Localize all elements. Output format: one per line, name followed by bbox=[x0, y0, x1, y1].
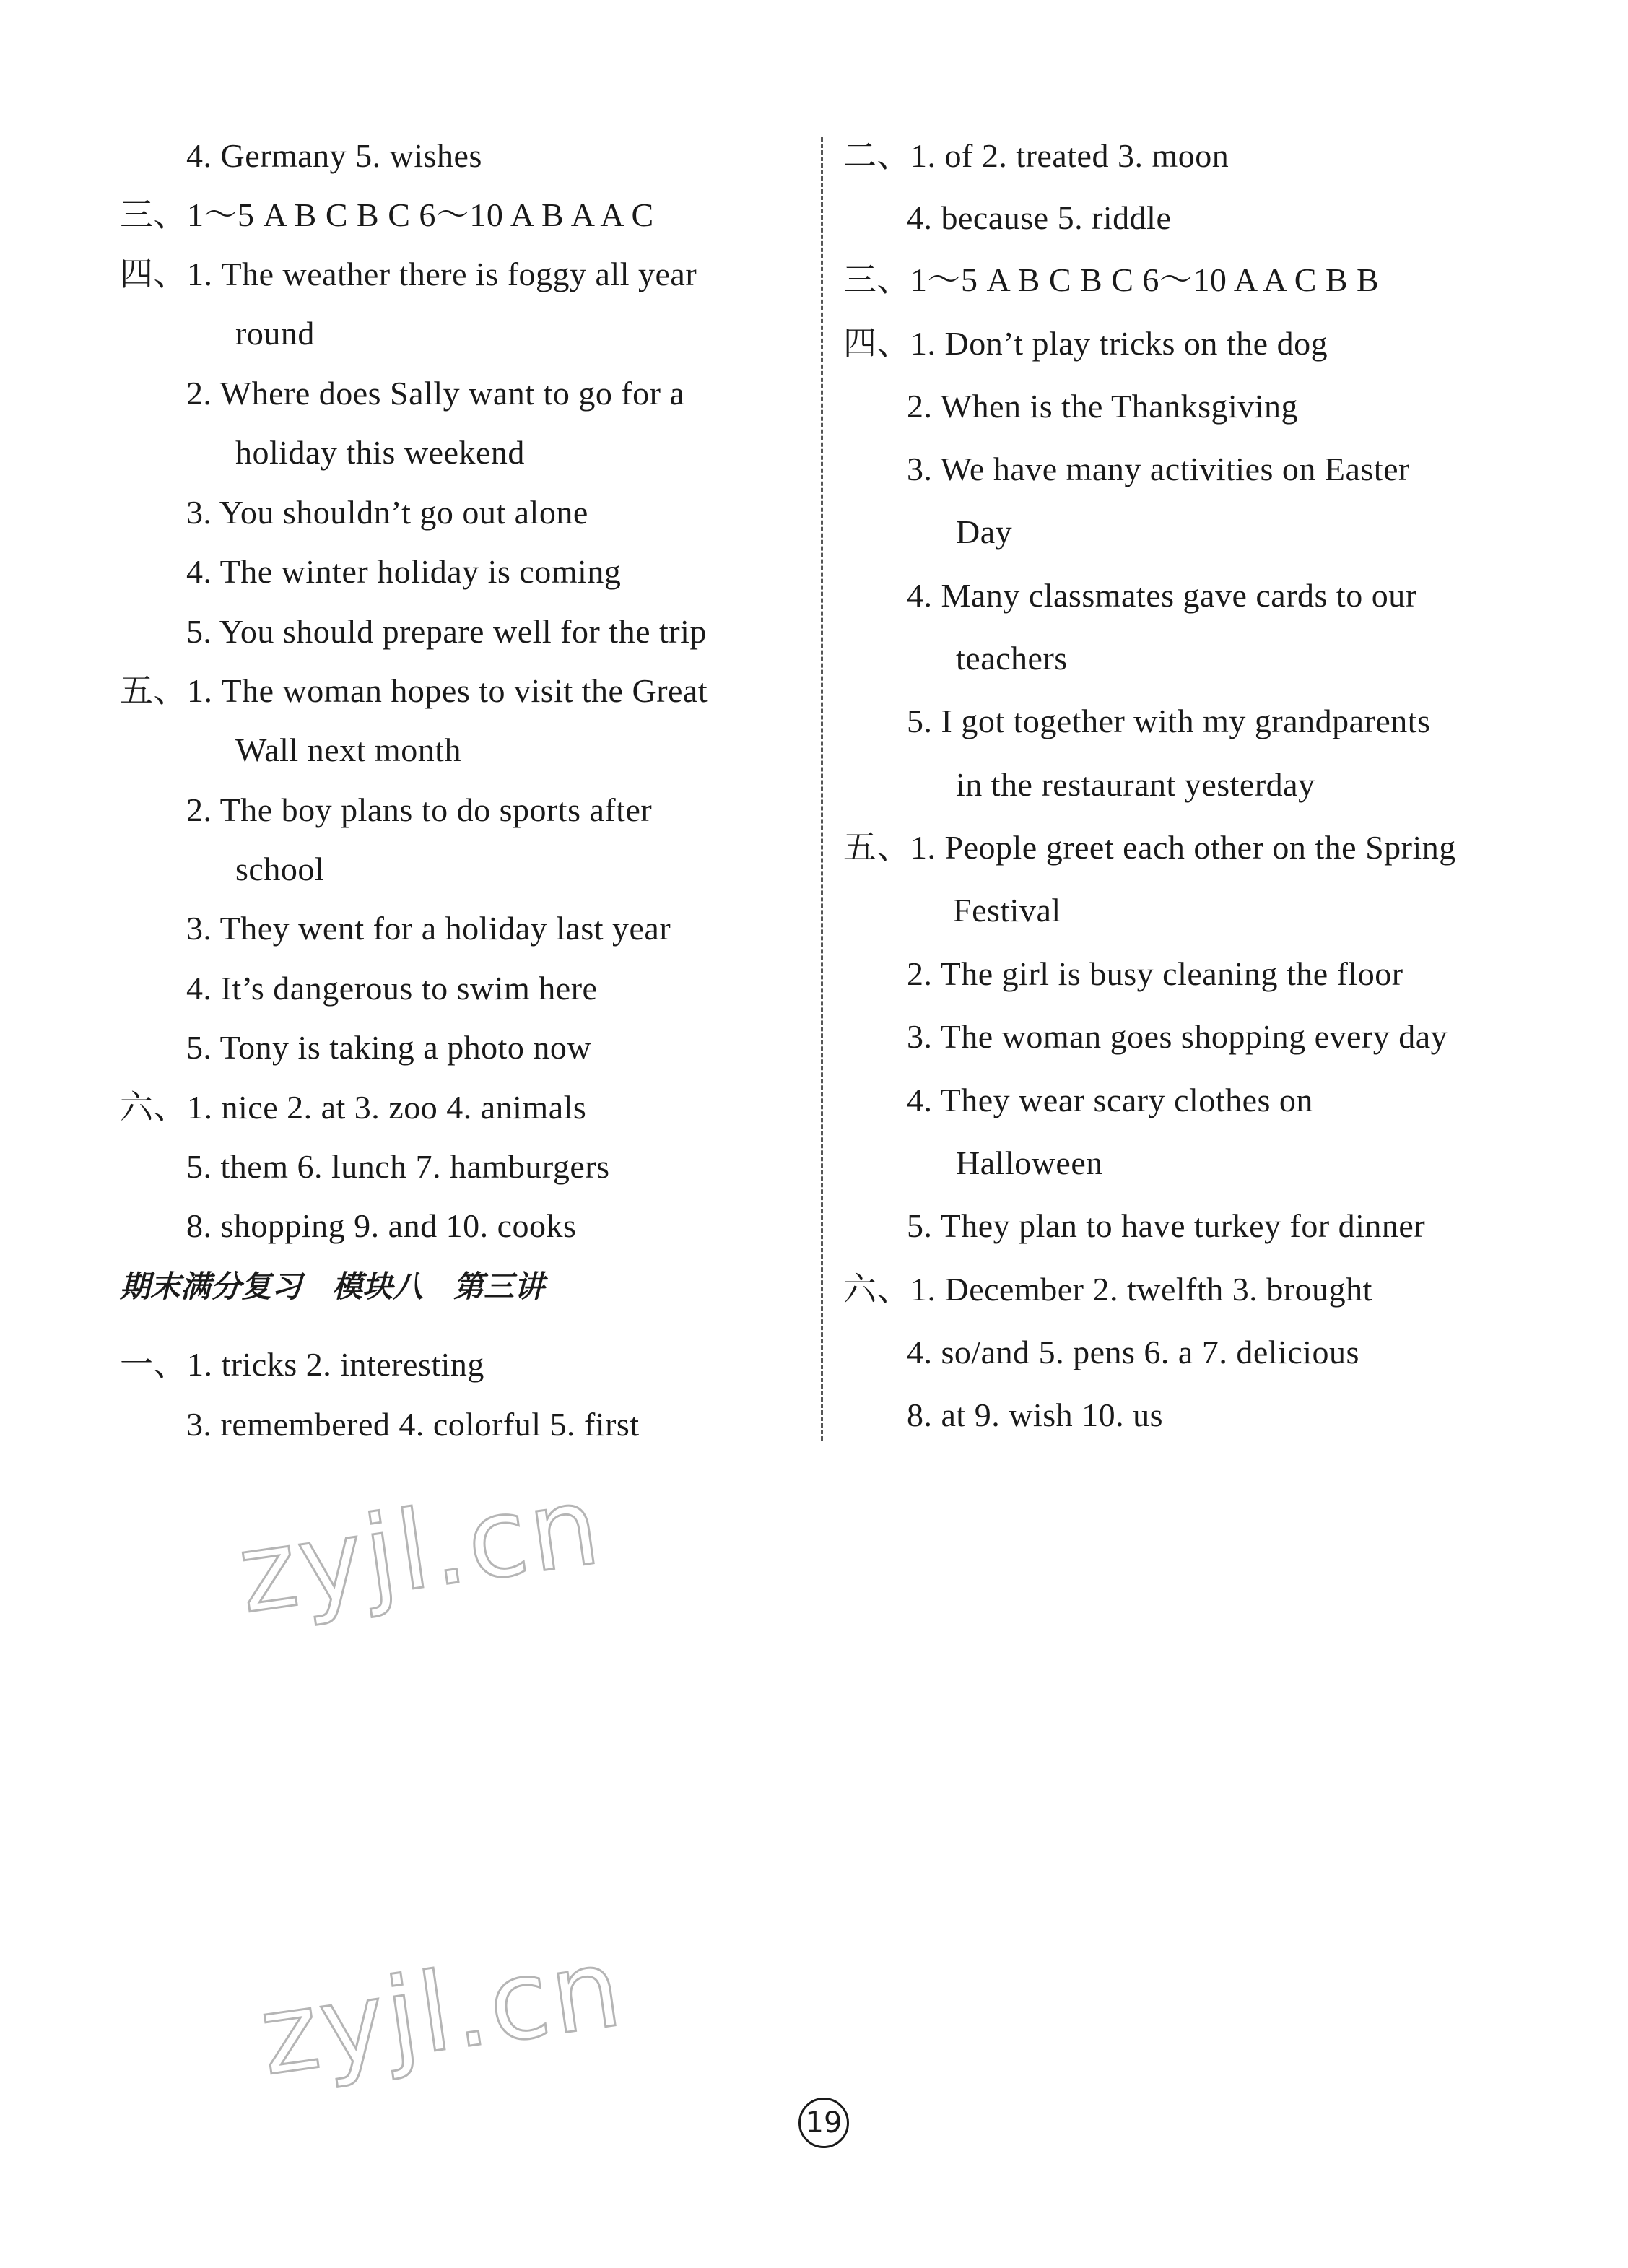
answer-line: 3. We have many activities on Easter bbox=[907, 451, 1410, 487]
answer-line: teachers bbox=[956, 640, 1068, 677]
answer-line: 4. so/and 5. pens 6. a 7. delicious bbox=[907, 1334, 1359, 1370]
answer-line: 4. The winter holiday is coming bbox=[186, 553, 622, 590]
column-divider bbox=[821, 137, 823, 1441]
answer-line: in the restaurant yesterday bbox=[956, 766, 1315, 803]
answer-line: 2. The boy plans to do sports after bbox=[186, 791, 653, 828]
answer-line: 一、1. tricks 2. interesting bbox=[120, 1346, 484, 1383]
page-number: 19 bbox=[798, 2098, 849, 2148]
answer-line: 5. You should prepare well for the trip bbox=[186, 613, 707, 650]
answer-line: 4. because 5. riddle bbox=[907, 199, 1172, 236]
answer-line: Festival bbox=[953, 892, 1061, 929]
answer-line: 六、1. nice 2. at 3. zoo 4. animals bbox=[120, 1089, 587, 1126]
answer-line: 3. You shouldn’t go out alone bbox=[186, 494, 588, 531]
answer-line: school bbox=[235, 851, 325, 887]
answer-line: 三、1～5 A B C B C 6～10 A A C B B bbox=[843, 261, 1380, 298]
answer-line: Day bbox=[956, 513, 1013, 550]
answer-line: 五、1. The woman hopes to visit the Great bbox=[120, 672, 708, 709]
answer-line: 8. shopping 9. and 10. cooks bbox=[186, 1207, 577, 1244]
answer-line: round bbox=[235, 315, 315, 352]
answer-line: 四、1. Don’t play tricks on the dog bbox=[843, 325, 1328, 362]
answer-line: 四、1. The weather there is foggy all year bbox=[120, 256, 697, 292]
answer-line: 4. It’s dangerous to swim here bbox=[186, 970, 598, 1007]
answer-line: 4. Many classmates gave cards to our bbox=[907, 577, 1417, 614]
answer-line: 2. When is the Thanksgiving bbox=[907, 388, 1299, 425]
answer-line: 5. I got together with my grandparents bbox=[907, 703, 1431, 739]
answer-line: 2. Where does Sally want to go for a bbox=[186, 375, 685, 412]
answer-line: holiday this weekend bbox=[235, 434, 525, 471]
answer-line: 8. at 9. wish 10. us bbox=[907, 1396, 1163, 1433]
answer-line: 二、1. of 2. treated 3. moon bbox=[843, 137, 1229, 174]
answer-line: 3. The woman goes shopping every day bbox=[907, 1018, 1448, 1055]
answer-line: Halloween bbox=[956, 1144, 1103, 1181]
answer-line: 4. They wear scary clothes on bbox=[907, 1082, 1313, 1118]
answer-line: 5. them 6. lunch 7. hamburgers bbox=[186, 1148, 610, 1185]
answer-line: Wall next month bbox=[235, 731, 461, 768]
answer-line: 5. Tony is taking a photo now bbox=[186, 1029, 592, 1066]
answer-line: 5. They plan to have turkey for dinner bbox=[907, 1207, 1426, 1244]
answer-line: 六、1. December 2. twelfth 3. brought bbox=[843, 1271, 1372, 1308]
watermark: zyjl.cn bbox=[253, 1924, 631, 2100]
answer-line: 三、1～5 A B C B C 6～10 A B A A C bbox=[120, 196, 654, 233]
section-heading: 期末满分复习 模块八 第三讲 bbox=[120, 1269, 545, 1304]
answer-line: 2. The girl is busy cleaning the floor bbox=[907, 955, 1403, 992]
answer-line: 五、1. People greet each other on the Spring bbox=[843, 829, 1456, 866]
answer-line: 4. Germany 5. wishes bbox=[186, 137, 482, 174]
answer-line: 3. remembered 4. colorful 5. first bbox=[186, 1406, 640, 1443]
watermark: zyjl.cn bbox=[231, 1462, 609, 1638]
answer-line: 3. They went for a holiday last year bbox=[186, 910, 671, 947]
